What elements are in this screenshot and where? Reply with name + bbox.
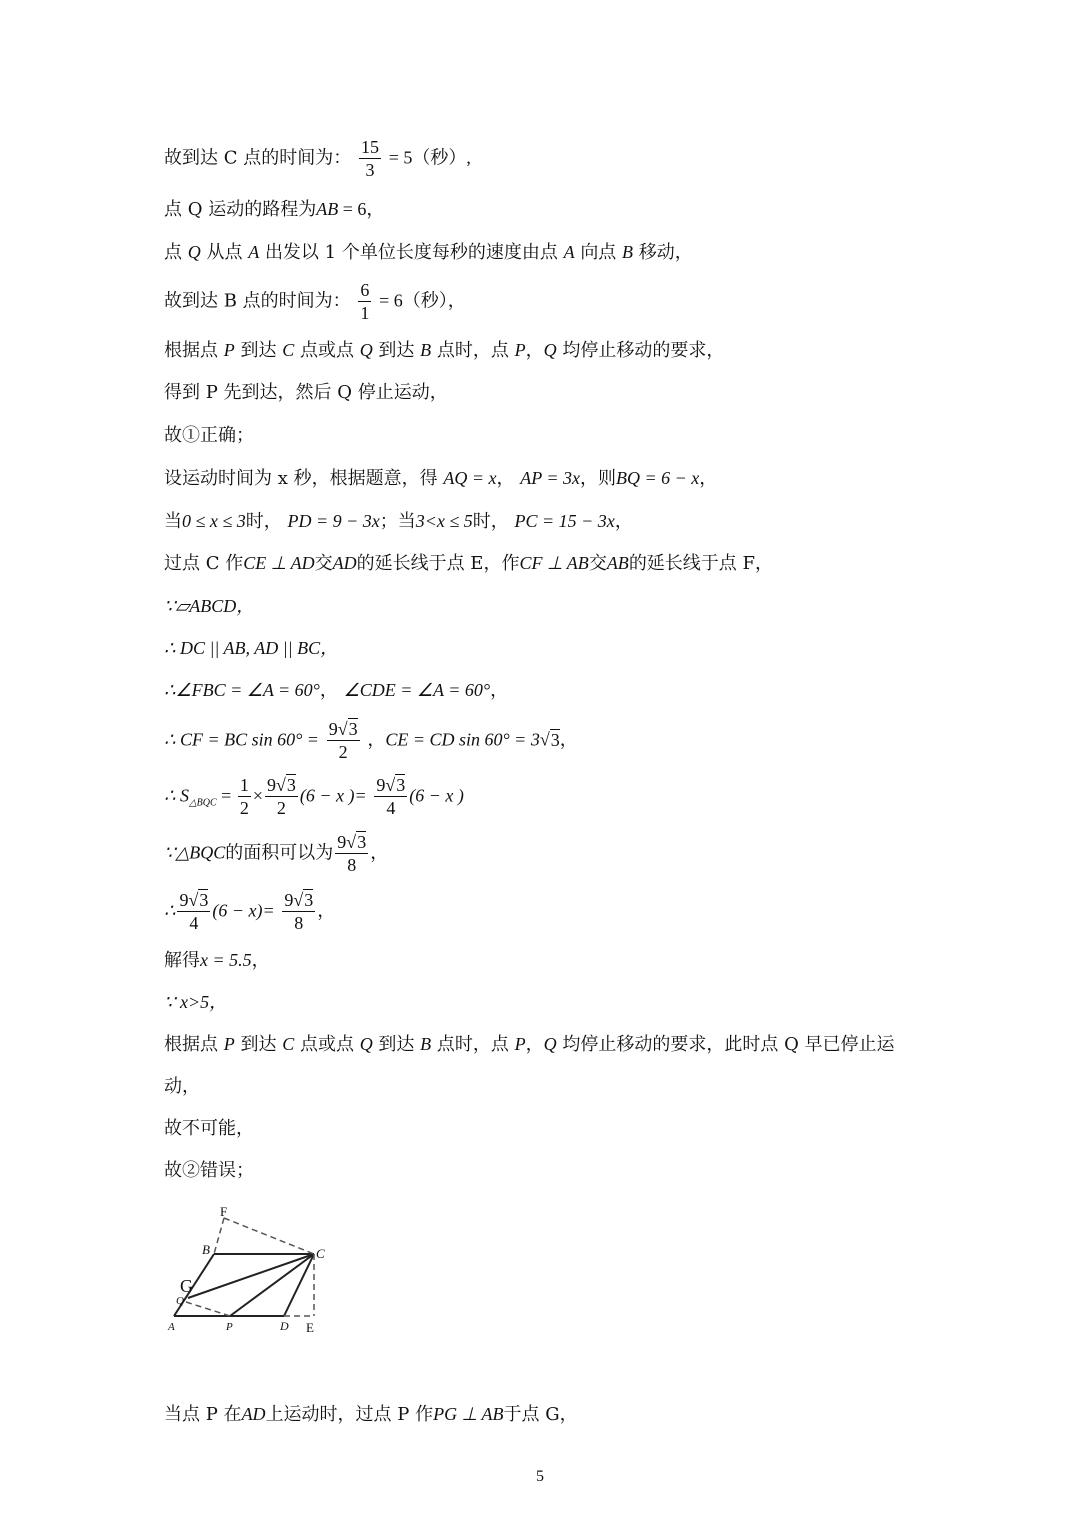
dashed-fc (224, 1218, 314, 1254)
radicand: 3 (348, 719, 358, 739)
radicand: 3 (396, 775, 406, 795)
math: AP = 3x (520, 468, 581, 488)
line-17 (164, 889, 335, 934)
math: P (514, 340, 526, 360)
denominator: 2 (276, 798, 286, 818)
label-f: F (220, 1206, 228, 1219)
line-11: ∵▱ABCD， (164, 596, 255, 616)
text: 点或点 (299, 1034, 354, 1055)
text: 解得 (164, 950, 200, 971)
math: 3<x ≤ 5 (415, 511, 473, 531)
label-g: G (180, 1276, 193, 1296)
math: CE ⊥ AD (243, 553, 315, 573)
text: 上运动时，过点 P 作 (265, 1404, 434, 1425)
text: ， (559, 729, 578, 751)
fraction (359, 136, 381, 181)
numerator: 9 (179, 890, 189, 910)
text: 的延长线于点 F， (628, 553, 774, 574)
line-19: ∵ x>5， (164, 992, 228, 1012)
text: 于点 G， (503, 1404, 578, 1425)
text: 根据点 (164, 1034, 218, 1055)
math: Q (359, 1034, 373, 1054)
text: ， (490, 680, 509, 701)
text: ，则 (580, 468, 617, 489)
text: ， (614, 511, 633, 532)
math: CE = CD sin 60° = 3 (385, 729, 540, 750)
denominator: 3 (365, 160, 375, 180)
label-a: A (168, 1321, 175, 1333)
label-q: Q (176, 1295, 184, 1307)
text: 过点 C 作 (164, 553, 244, 574)
text: 故到达 B 点的时间为： (164, 290, 351, 312)
text: ， (251, 950, 270, 971)
text: ， (525, 340, 544, 361)
math: P (514, 1034, 526, 1054)
label-d: D (280, 1319, 289, 1333)
denominator: 2 (239, 798, 249, 818)
label-b: B (202, 1242, 210, 1257)
text: 当 (164, 511, 182, 532)
math: AD (332, 553, 357, 573)
radicand: 3 (286, 775, 296, 795)
math: ∠CDE = ∠A = 60° (343, 680, 491, 700)
label-p: P (226, 1321, 233, 1333)
fraction (358, 279, 371, 324)
math: AD (241, 1404, 266, 1424)
line-7: 故①正确； (164, 425, 254, 446)
denominator: 1 (360, 303, 370, 323)
numerator: 6 (360, 280, 370, 300)
line-1 (164, 136, 471, 181)
text: 点 Q 运动的路程为 (164, 199, 317, 220)
line-20 (164, 1032, 895, 1057)
text: 时， (245, 511, 282, 532)
parallelogram-lines (174, 1254, 314, 1316)
text: 点 (164, 242, 182, 263)
text: ， (699, 468, 718, 489)
numerator: 9 (376, 775, 386, 795)
line-18 (164, 948, 270, 973)
numerator: 9 (266, 775, 276, 795)
line-4 (164, 279, 466, 324)
math: P (223, 340, 235, 360)
text: ， (370, 842, 389, 864)
math: 0 ≤ x ≤ 3 (182, 511, 246, 531)
math: x = 5.5 (200, 950, 252, 970)
text: ， (496, 468, 515, 489)
text: 到达 (378, 1034, 415, 1055)
math: PG ⊥ AB (433, 1404, 504, 1424)
text: 到达 (378, 340, 415, 361)
text: 移动， (638, 242, 693, 263)
line-24 (164, 1402, 578, 1427)
text: 根据点 (164, 340, 218, 361)
text: 时， (472, 511, 509, 532)
text: 的延长线于点 E，作 (356, 553, 520, 574)
line-22: 故不可能， (164, 1118, 254, 1139)
text: 均停止移动的要求，此时点 Q 早已停止运 (562, 1034, 895, 1055)
text: 的面积可以为 (225, 842, 334, 864)
math: AB (316, 199, 339, 219)
text: 点时，点 (436, 340, 509, 361)
label-c: C (316, 1246, 325, 1261)
denominator: 4 (189, 913, 199, 933)
numerator: 9 (328, 719, 338, 739)
label-e: E (306, 1320, 314, 1335)
fraction: $\frac{9√3}{2}$ (266, 775, 296, 818)
numerator: 15 (360, 137, 379, 157)
math: A (248, 242, 260, 262)
line-10 (164, 551, 773, 576)
math: BQ = 6 − x (616, 468, 700, 488)
math: AQ = x (443, 468, 497, 488)
math: Q (187, 242, 201, 262)
line-14: ∴ CF = BC sin 60° = $\frac{9√3}{2}$ ，CE = CD sin 60° = 3√3， (164, 719, 578, 762)
math: (6 − x)= (212, 900, 275, 921)
line-15 (164, 774, 464, 819)
math: (6 − x )= (299, 785, 367, 806)
text: ， (319, 680, 338, 701)
numerator: 1 (239, 775, 249, 795)
page-number: 5 (536, 1468, 544, 1485)
text: 故到达 C 点的时间为： (164, 147, 352, 169)
fraction (238, 774, 251, 819)
math: PD = 9 − 3x (287, 511, 380, 531)
text: 均停止移动的要求， (562, 340, 725, 361)
math: PC = 15 − 3x (514, 511, 615, 531)
line-5 (164, 338, 724, 363)
text: ， (525, 1034, 544, 1055)
line-21: 动， (164, 1076, 200, 1097)
text: 交 (314, 553, 333, 574)
dashed-fb (214, 1218, 224, 1254)
numerator: 9 (337, 832, 347, 852)
line-3 (164, 240, 693, 265)
fraction: $\frac{9√3}{8}$ (337, 832, 367, 875)
text: 设运动时间为 x 秒，根据题意，得 (164, 468, 438, 489)
segment-cp (230, 1254, 314, 1316)
denominator: 4 (386, 798, 396, 818)
math: CF ⊥ AB (519, 553, 589, 573)
denominator: 8 (294, 913, 304, 933)
math: C (282, 340, 295, 360)
line-12: ∴ DC || AB, AD || BC， (164, 638, 339, 658)
math: (6 − x ) (409, 785, 464, 806)
text: 交 (588, 553, 607, 574)
text: 向点 (580, 242, 617, 263)
fraction: $\frac{9√3}{8}$ (284, 890, 314, 933)
math: B (420, 340, 432, 360)
line-16 (164, 831, 388, 876)
math: C (282, 1034, 295, 1054)
math: A (563, 242, 575, 262)
fraction: $\frac{9√3}{4}$ (376, 775, 406, 818)
text: = 6（秒）， (379, 290, 466, 311)
text: 从点 (206, 242, 243, 263)
math: ∴∠FBC = ∠A = 60° (164, 680, 320, 700)
numerator: 9 (284, 890, 294, 910)
math: B (622, 242, 634, 262)
text: 当点 P 在 (164, 1404, 242, 1425)
math: ∴ CF = BC sin 60° = (164, 729, 319, 750)
math: Q (359, 340, 373, 360)
math: Q (543, 340, 557, 360)
line-8 (164, 466, 717, 491)
math: ∵△BQC (164, 842, 226, 863)
math: = (216, 785, 236, 806)
text: ， (317, 900, 336, 922)
dashed-pg (186, 1302, 230, 1316)
text: 出发以 1 个单位长度每秒的速度由点 (264, 242, 558, 263)
math: B (420, 1034, 432, 1054)
denominator: 8 (347, 855, 357, 875)
radicand: 3 (550, 729, 560, 750)
line-9 (164, 509, 633, 534)
text: ， (367, 729, 386, 751)
line-13 (164, 678, 508, 703)
fraction: $\frac{9√3}{4}$ (179, 890, 209, 933)
line-6: 得到 P 先到达，然后 Q 停止运动， (164, 382, 448, 403)
text: 到达 (240, 340, 277, 361)
geometry-figure (164, 1206, 334, 1336)
math: ∴ (164, 900, 176, 921)
denominator: 2 (338, 742, 348, 762)
math: × (252, 785, 263, 806)
radicand: 3 (304, 890, 314, 910)
fraction: $\frac{9√3}{2}$ (328, 719, 358, 762)
line-23: 故②错误； (164, 1160, 254, 1181)
math: ∴ S (164, 785, 189, 806)
subscript: △BQC (188, 797, 217, 809)
text: = 5（秒）, (388, 147, 471, 168)
text: 点时，点 (436, 1034, 509, 1055)
text: 到达 (240, 1034, 277, 1055)
math: Q (543, 1034, 557, 1054)
radicand: 3 (199, 890, 209, 910)
line-2 (164, 197, 384, 222)
math: P (223, 1034, 235, 1054)
radicand: 3 (357, 832, 367, 852)
text: 点或点 (299, 340, 354, 361)
text: = 6， (338, 199, 385, 219)
text: ；当 (379, 511, 416, 532)
math: AB (606, 553, 629, 573)
